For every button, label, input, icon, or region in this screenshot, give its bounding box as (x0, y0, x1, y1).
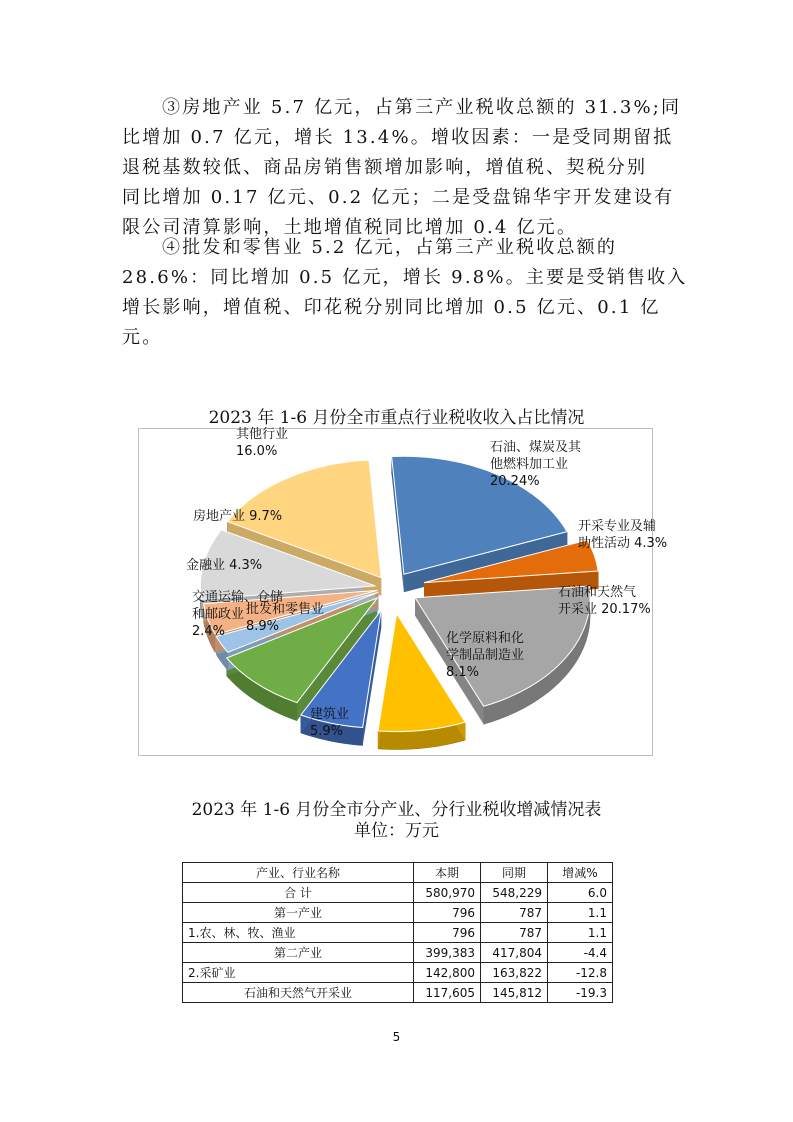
pie-slice-label: 其他行业 16.0% (236, 427, 289, 459)
pie-slice-label: 石油和天然气开采业 20.17% (558, 585, 651, 617)
previous-cell: 417,804 (481, 943, 548, 963)
change-cell: -12.8 (548, 963, 613, 983)
page-number: 5 (392, 1030, 401, 1044)
row-name-cell: 第二产业 (183, 943, 414, 963)
previous-cell: 163,822 (481, 963, 548, 983)
text-line: 限公司清算影响，土地增值税同比增加 0.4 亿元。 (122, 217, 578, 238)
table-row (183, 883, 613, 903)
row-name-cell: 第一产业 (183, 903, 414, 923)
text-line: 退税基数较低、商品房销售额增加影响，增值税、契税分别 (122, 157, 648, 178)
previous-cell: 787 (481, 903, 548, 923)
change-cell: -4.4 (548, 943, 613, 963)
table-row (183, 963, 613, 983)
current-cell: 142,800 (414, 963, 481, 983)
current-cell: 796 (414, 923, 481, 943)
change-cell: 6.0 (548, 883, 613, 903)
row-name-cell: 合 计 (183, 883, 414, 903)
table-unit: 单位：万元 (354, 821, 439, 841)
tax-change-table (182, 862, 613, 1003)
previous-cell: 548,229 (481, 883, 548, 903)
header-cell: 同期 (481, 863, 548, 883)
text-line: 元。 (122, 327, 163, 348)
table-row (183, 943, 613, 963)
text-line: 28.6%：同比增加 0.5 亿元，增长 9.8%。主要是受销售收入 (122, 267, 688, 288)
current-cell: 580,970 (414, 883, 481, 903)
pie-slice-label: 化学原料和化学制品制造业 8.1% (446, 631, 525, 680)
chart-title: 2023 年 1-6 月份全市重点行业税收收入占比情况 (208, 408, 585, 428)
table-row (183, 923, 613, 943)
previous-cell: 145,812 (481, 983, 548, 1003)
paragraph-wholesale-retail (122, 233, 688, 353)
table-row (183, 903, 613, 923)
text-line: ③房地产业 5.7 亿元，占第三产业税收总额的 31.3%;同 (162, 97, 682, 118)
pie-slice-label: 交通运输、仓储和邮政业 2.4% (192, 590, 284, 639)
pie-slice-label: 石油、煤炭及其他燃料加工业 20.24% (490, 440, 582, 489)
text-line: ④批发和零售业 5.2 亿元，占第三产业税收总额的 (162, 237, 618, 258)
text-line: 增长影响，增值税、印花税分别同比增加 0.5 亿元、0.1 亿 (122, 297, 661, 318)
change-cell: 1.1 (548, 923, 613, 943)
pie-slice-label: 批发和零售业 8.9% (246, 602, 325, 634)
previous-cell: 787 (481, 923, 548, 943)
current-cell: 117,605 (414, 983, 481, 1003)
table-header-row (183, 863, 613, 883)
pie-slice-label: 建筑业 5.9% (310, 707, 350, 739)
row-name-cell: 1.农、林、牧、渔业 (183, 923, 414, 943)
change-cell: -19.3 (548, 983, 613, 1003)
paragraph-real-estate (122, 93, 682, 243)
pie-slice-label: 房地产业 9.7% (193, 509, 283, 524)
text-line: 比增加 0.7 亿元，增长 13.4%。增收因素：一是受同期留抵 (122, 127, 674, 148)
current-cell: 399,383 (414, 943, 481, 963)
pie-slice-label: 金融业 4.3% (186, 558, 263, 573)
row-name-cell: 石油和天然气开采业 (183, 983, 414, 1003)
header-cell: 本期 (414, 863, 481, 883)
current-cell: 796 (414, 903, 481, 923)
text-line: 同比增加 0.17 亿元、0.2 亿元；二是受盘锦华宇开发建设有 (122, 187, 675, 208)
row-name-cell: 2.采矿业 (183, 963, 414, 983)
change-cell: 1.1 (548, 903, 613, 923)
header-cell: 产业、行业名称 (183, 863, 414, 883)
pie-slice-label: 开采专业及辅助性活动 4.3% (578, 519, 668, 551)
table-row (183, 983, 613, 1003)
pie-chart (138, 427, 668, 756)
header-cell: 增减% (548, 863, 613, 883)
table-title: 2023 年 1-6 月份全市分产业、分行业税收增减情况表 (191, 800, 602, 820)
